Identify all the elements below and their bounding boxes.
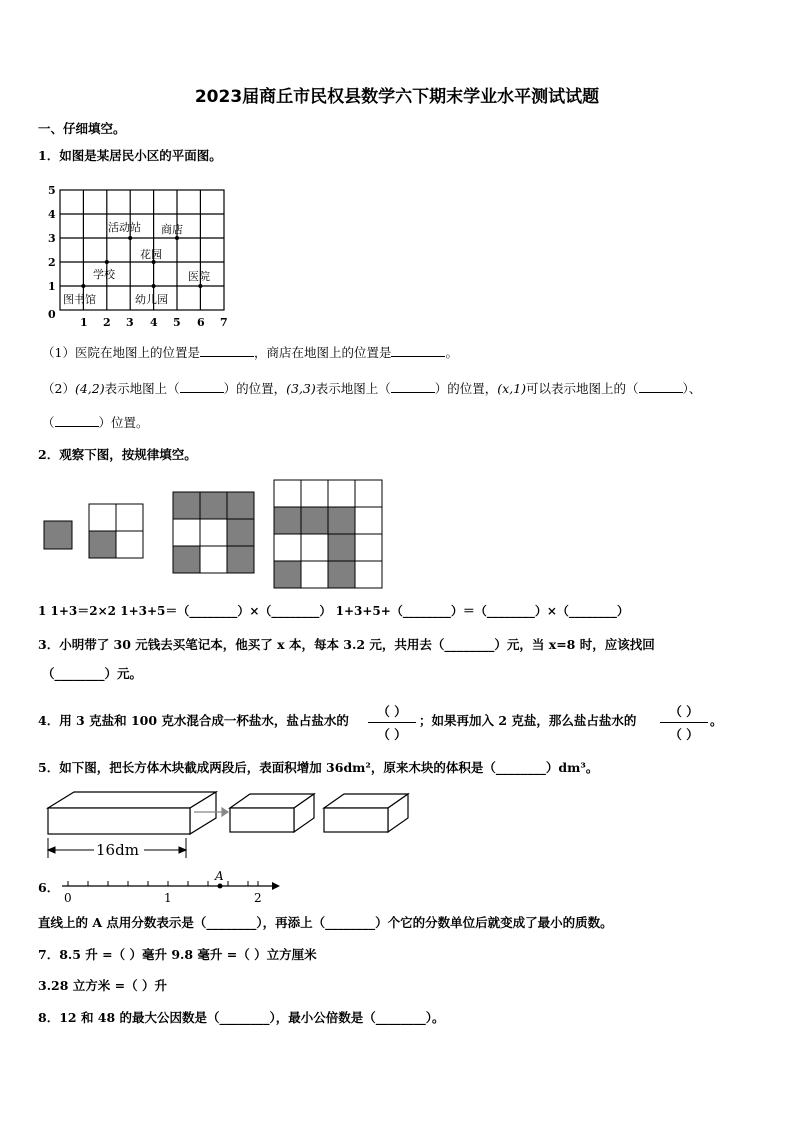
q4-part3: 。 bbox=[710, 713, 723, 728]
q3-line2: （________）元。 bbox=[42, 666, 143, 681]
q1-part1: （1）医院在地图上的位置是 ，商店在地图上的位置是 。 bbox=[42, 345, 458, 360]
map-place-school: 学校 bbox=[93, 268, 115, 281]
q1-stem: 1．如图是某居民小区的平面图。 bbox=[38, 148, 222, 163]
q3-line1: 3．小明带了 30 元钱去买笔记本，他买了 x 本，每本 3.2 元，共用去（________）元，当 x=8 时，应该找回 bbox=[38, 637, 655, 652]
map-y-label: 1 bbox=[48, 280, 56, 293]
section-heading: 一、仔细填空。 bbox=[38, 121, 126, 136]
map-x-label: 4 bbox=[150, 316, 158, 329]
q6-line: 直线上的 A 点用分数表示是（________），再添上（________）个它的分数单位后就变成了最小的质数。 bbox=[38, 915, 613, 930]
map-place-activity: 活动站 bbox=[108, 221, 141, 234]
map-place-shop: 商店 bbox=[161, 223, 183, 236]
map-place-library: 图书馆 bbox=[63, 293, 96, 306]
answer-blank[interactable] bbox=[391, 380, 435, 393]
map-place-hospital: 医院 bbox=[188, 270, 210, 283]
tick-label-1: 1 bbox=[164, 891, 172, 905]
q2-stem: 2．观察下图，按规律填空。 bbox=[38, 447, 197, 462]
length-label: 16dm bbox=[96, 841, 139, 859]
answer-blank[interactable] bbox=[55, 414, 99, 427]
answer-blank[interactable] bbox=[391, 344, 445, 357]
map-x-label: 3 bbox=[126, 316, 134, 329]
map-place-kindergarten: 幼儿园 bbox=[135, 293, 168, 306]
map-y-label: 3 bbox=[48, 232, 56, 245]
q2-formula: 1 1+3＝2×2 1+3+5＝（________）×（________） 1+3+5+（________）＝（________）×（________） bbox=[38, 604, 629, 618]
map-y-label: 2 bbox=[48, 256, 56, 269]
q4-fraction-1[interactable]: （ ） （ ） bbox=[368, 702, 416, 743]
answer-blank[interactable] bbox=[200, 344, 254, 357]
map-x-label: 1 bbox=[80, 316, 88, 329]
map-place-garden: 花园 bbox=[140, 248, 162, 261]
map-x-label: 6 bbox=[197, 316, 205, 329]
q1-part2: （2）(4,2)表示地图上（ ）的位置，(3,3)表示地图上（ ）的位置，(x,1)可以表示地图上的（ ）、 bbox=[42, 381, 702, 396]
map-x-label: 2 bbox=[103, 316, 111, 329]
answer-blank[interactable] bbox=[180, 380, 224, 393]
answer-blank[interactable] bbox=[639, 380, 683, 393]
tick-label-0: 0 bbox=[64, 891, 72, 905]
tick-label-2: 2 bbox=[254, 891, 262, 905]
point-a-label: A bbox=[215, 869, 224, 883]
q4-part1: 4．用 3 克盐和 100 克水混合成一杯盐水，盐占盐水的 bbox=[38, 713, 349, 728]
page-title: 2023届商丘市民权县数学六下期末学业水平测试试题 bbox=[194, 87, 600, 107]
residential-map bbox=[40, 182, 240, 332]
map-y-label: 5 bbox=[48, 184, 56, 197]
q8-line: 8．12 和 48 的最大公因数是（________），最小公倍数是（________）。 bbox=[38, 1010, 445, 1025]
map-x-label: 5 bbox=[173, 316, 181, 329]
map-x-label: 7 bbox=[220, 316, 228, 329]
q4-fraction-2[interactable]: （ ） （ ） bbox=[660, 702, 708, 743]
cuboid-figure bbox=[44, 788, 414, 868]
map-y-label: 4 bbox=[48, 208, 56, 221]
q7-line2: 3.28 立方米 =（ ）升 bbox=[38, 978, 167, 993]
q1-part2-cont: （ ）位置。 bbox=[42, 415, 149, 430]
square-pattern-figure bbox=[42, 478, 382, 588]
q4-part2: ；如果再加入 2 克盐，那么盐占盐水的 bbox=[419, 713, 637, 728]
q6-number: 6． bbox=[38, 880, 60, 895]
map-y-label: 0 bbox=[48, 308, 56, 321]
number-line bbox=[58, 868, 288, 908]
q5-line: 5．如下图，把长方体木块截成两段后，表面积增加 36dm²，原来木块的体积是（________）dm³。 bbox=[38, 760, 599, 775]
q7-line1: 7．8.5 升 =（ ）毫升 9.8 毫升 =（ ）立方厘米 bbox=[38, 947, 317, 962]
